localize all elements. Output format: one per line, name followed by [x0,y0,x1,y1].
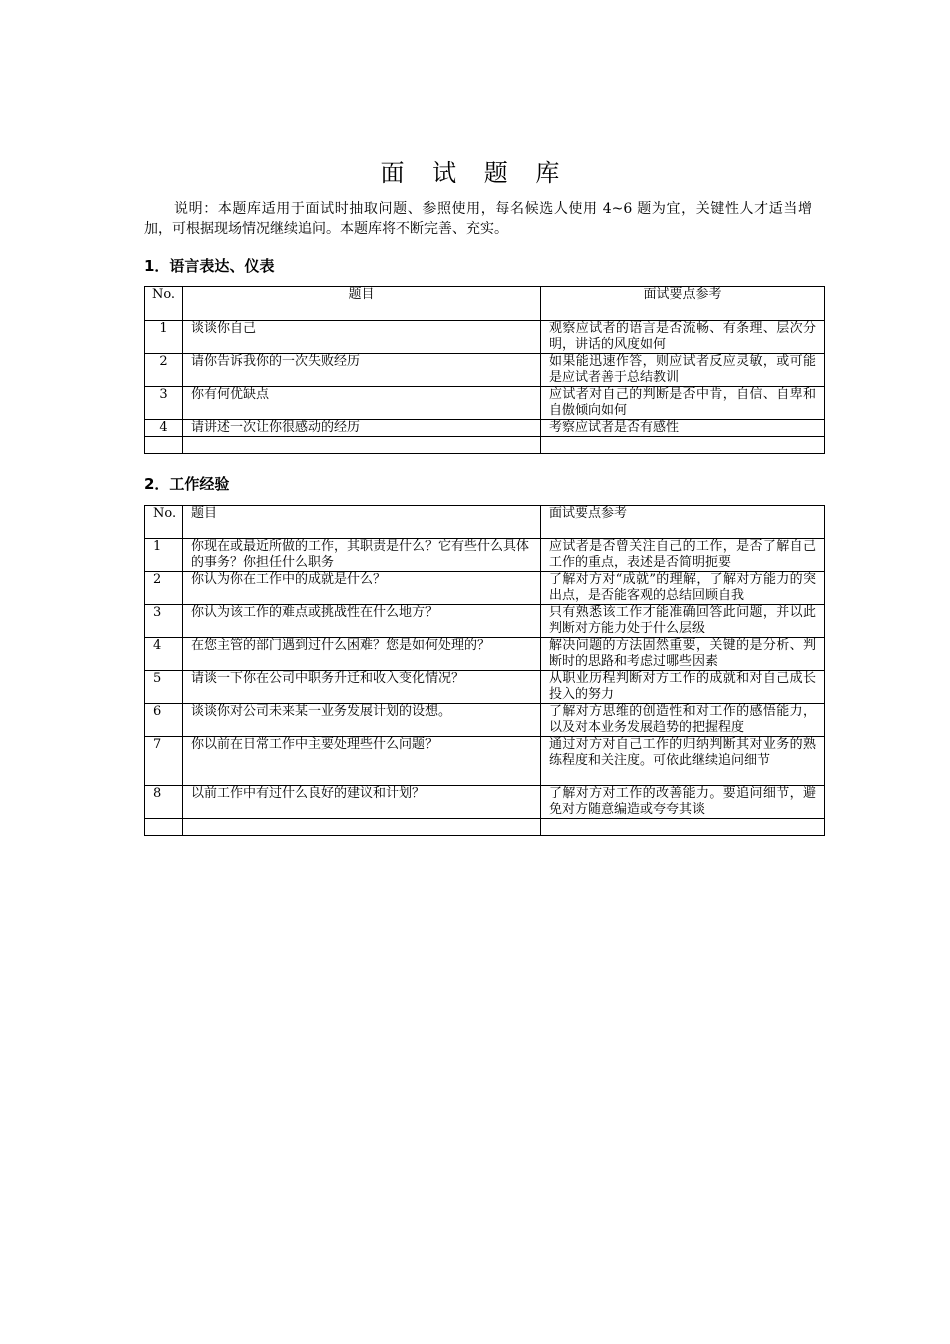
table-header-row [145,506,825,539]
row-no: 4 [145,420,183,437]
row-question: 你认为该工作的难点或挑战性在什么地方？ [183,605,541,638]
empty-cell [183,819,541,836]
row-reference: 了解对方对“成就”的理解，了解对方能力的突出点，是否能客观的总结回顾自我 [541,572,825,605]
table-row [145,420,825,437]
table-row [145,539,825,572]
section-heading-language: 1．语言表达、仪表 [144,257,275,275]
row-no: 1 [145,539,183,572]
table-row-empty [145,819,825,836]
row-question: 请你告诉我你的一次失败经历 [183,354,541,387]
row-question: 你认为你在工作中的成就是什么？ [183,572,541,605]
empty-cell [541,819,825,836]
row-reference: 了解对方思维的创造性和对工作的感悟能力，以及对本业务发展趋势的把握程度 [541,704,825,737]
table-row [145,638,825,671]
question-table-experience [144,505,825,836]
row-no: 2 [145,572,183,605]
row-reference: 解决问题的方法固然重要，关键的是分析、判断时的思路和考虑过哪些因素 [541,638,825,671]
empty-cell [145,437,183,454]
intro-paragraph: 说明：本题库适用于面试时抽取问题、参照使用，每名候选人使用 4~6 题为宜，关键性人才适当增加，可根据现场情况继续追问。本题库将不断完善、充实。 [144,201,812,237]
table-row [145,605,825,638]
empty-cell [145,819,183,836]
row-reference: 通过对方对自己工作的归纳判断其对业务的熟练程度和关注度。可依此继续追问细节 [541,737,825,786]
row-no: 4 [145,638,183,671]
row-reference: 应试者对自己的判断是否中肯，自信、自卑和自傲倾向如何 [541,387,825,420]
empty-cell [183,437,541,454]
row-question: 以前工作中有过什么良好的建议和计划？ [183,786,541,819]
row-question: 你现在或最近所做的工作，其职责是什么？它有些什么具体的事务？你担任什么职务 [183,539,541,572]
table-row [145,572,825,605]
row-reference: 从职业历程判断对方工作的成就和对自己成长投入的努力 [541,671,825,704]
table-row [145,737,825,786]
row-no: 2 [145,354,183,387]
row-reference: 观察应试者的语言是否流畅、有条理、层次分明，讲话的风度如何 [541,321,825,354]
table-row [145,786,825,819]
table-row [145,321,825,354]
row-reference: 只有熟悉该工作才能准确回答此问题，并以此判断对方能力处于什么层级 [541,605,825,638]
table-row [145,704,825,737]
empty-cell [541,437,825,454]
table-row [145,354,825,387]
row-question: 在您主管的部门遇到过什么困难？您是如何处理的？ [183,638,541,671]
header-question: 题目 [183,506,541,539]
table-header-row [145,287,825,321]
row-reference: 了解对方对工作的改善能力。要追问细节，避免对方随意编造或夸夸其谈 [541,786,825,819]
row-question: 请谈一下你在公司中职务升迁和收入变化情况？ [183,671,541,704]
row-no: 6 [145,704,183,737]
row-no: 7 [145,737,183,786]
table-row [145,671,825,704]
header-no: No. [145,287,183,321]
row-reference: 应试者是否曾关注自己的工作，是否了解自己工作的重点，表述是否简明扼要 [541,539,825,572]
row-question: 你以前在日常工作中主要处理些什么问题？ [183,737,541,786]
row-question: 你有何优缺点 [183,387,541,420]
page-title: 面 试 题 库 [380,159,570,187]
row-no: 3 [145,387,183,420]
header-question: 题目 [183,287,541,321]
section-heading-experience: 2．工作经验 [144,475,230,493]
row-no: 8 [145,786,183,819]
header-no: No. [145,506,183,539]
header-reference: 面试要点参考 [541,506,825,539]
row-reference: 考察应试者是否有感性 [541,420,825,437]
row-question: 谈谈你对公司未来某一业务发展计划的设想。 [183,704,541,737]
row-no: 5 [145,671,183,704]
header-reference: 面试要点参考 [541,287,825,321]
table-row-empty [145,437,825,454]
row-question: 谈谈你自己 [183,321,541,354]
table-row [145,387,825,420]
row-no: 3 [145,605,183,638]
row-reference: 如果能迅速作答，则应试者反应灵敏，或可能是应试者善于总结教训 [541,354,825,387]
row-question: 请讲述一次让你很感动的经历 [183,420,541,437]
question-table-language [144,286,825,454]
row-no: 1 [145,321,183,354]
